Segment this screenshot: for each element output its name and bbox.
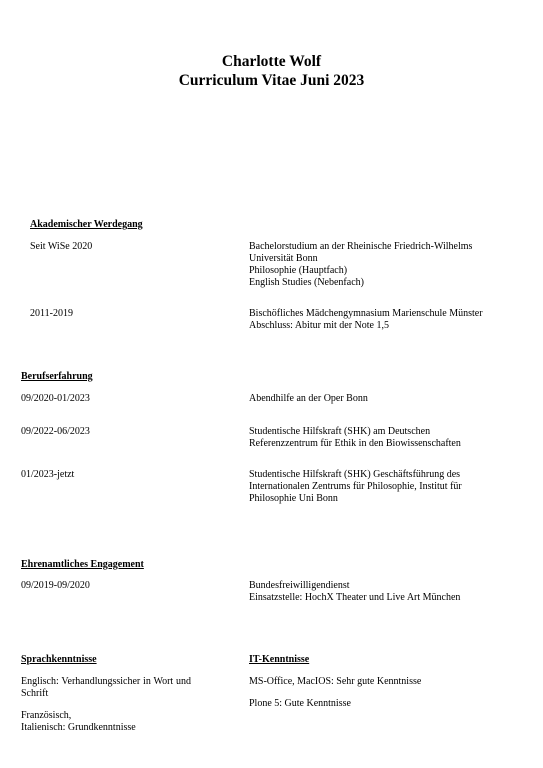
work-period: 09/2020-01/2023 [21,393,90,404]
it-skill: MS-Office, MacIOS: Sehr gute Kenntnisse [249,676,422,687]
academic-description [249,308,519,332]
cv-name: Charlotte Wolf [221,53,322,70]
description-line: Philosophie (Hauptfach) [249,265,348,276]
language-line: Französisch, [21,710,72,721]
description-line: Bischöfliches Mädchengymnasium Marienschule Münster [249,308,483,319]
academic-period: Seit WiSe 2020 [30,241,93,252]
cv-subtitle: Curriculum Vitae Juni 2023 [178,72,365,89]
work-description [249,426,519,450]
description-line: Referenzzentrum für Ethik in den Biowissenschaften [249,438,461,449]
section-heading-work: Berufserfahrung [21,371,93,382]
work-description [249,469,519,505]
volunteer-period: 09/2019-09/2020 [21,580,90,591]
work-description [249,393,519,405]
description-line: Einsatzstelle: HochX Theater und Live Art München [249,592,461,603]
language-line: Italienisch: Grundkenntnisse [21,722,136,733]
description-line: Universität Bonn [249,253,318,264]
language-english: Englisch: Verhandlungssicher in Wort und Schrift [21,676,191,699]
description-line: Abendhilfe an der Oper Bonn [249,393,368,404]
language-other [21,710,136,734]
description-line: Bundesfreiwilligendienst [249,580,350,591]
description-line: Abschluss: Abitur mit der Note 1,5 [249,320,389,331]
academic-description [249,241,519,289]
work-period: 09/2022-06/2023 [21,426,90,437]
description-line: Studentische Hilfskraft (SHK) am Deutschen [249,426,431,437]
section-heading-volunteer: Ehrenamtliches Engagement [21,559,144,570]
description-line: Bachelorstudium an der Rheinische Friedrich-Wilhelms [249,241,473,252]
section-heading-it: IT-Kenntnisse [249,654,310,665]
academic-period: 2011-2019 [30,308,73,319]
section-heading-academic: Akademischer Werdegang [30,219,143,230]
section-heading-languages: Sprachkenntnisse [21,654,97,665]
description-line: English Studies (Nebenfach) [249,277,364,288]
volunteer-description [249,580,519,604]
description-line: Philosophie Uni Bonn [249,493,338,504]
it-skill: Plone 5: Gute Kenntnisse [249,698,351,709]
description-line: Studentische Hilfskraft (SHK) Geschäftsführung des [249,469,461,480]
work-period: 01/2023-jetzt [21,469,75,480]
description-line: Internationalen Zentrums für Philosophie, Institut für [249,481,462,492]
